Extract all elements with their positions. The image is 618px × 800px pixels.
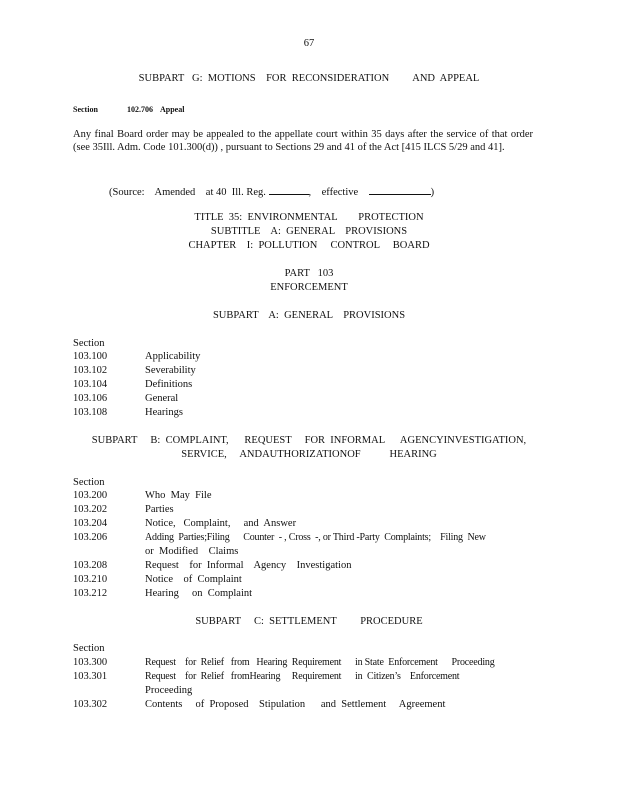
toc-number: 103.106 (73, 393, 108, 404)
subpart-a-heading: SUBPART A: GENERAL PROVISIONS (212, 310, 406, 321)
toc-title: Notice, Complaint, and Answer (145, 518, 297, 529)
toc-title: Who May File (145, 490, 212, 501)
section-label: Section (73, 105, 98, 114)
source-note-middle: , effective (308, 187, 359, 198)
blank-line (269, 185, 309, 195)
toc-number: 103.204 (73, 518, 108, 529)
toc-number: 103.302 (73, 699, 108, 710)
toc-number: 103.102 (73, 365, 108, 376)
toc-title: Contents of Proposed Stipulation and Settlement Agreement (145, 699, 446, 710)
toc-title: Hearing on Complaint (145, 588, 253, 599)
toc-title: Hearings (145, 407, 183, 418)
section-number: 102.706 (127, 105, 153, 114)
toc-title: Request for Relief fromHearing Requirement in Citizen’s Enforcement (145, 671, 460, 682)
toc-title: Adding Parties;Filing Counter - , Cross -, or Third -Party Complaints; Filing New (145, 532, 486, 543)
toc-number: 103.100 (73, 351, 108, 362)
toc-title: Parties (145, 504, 174, 515)
title-line: TITLE 35: ENVIRONMENTAL PROTECTION (194, 212, 424, 223)
toc-title: Definitions (145, 379, 193, 390)
page-number: 67 (303, 38, 315, 49)
toc-number: 103.104 (73, 379, 108, 390)
toc-number: 103.200 (73, 490, 108, 501)
section-title: Appeal (160, 105, 185, 114)
toc-title: General (145, 393, 179, 404)
part-line: PART 103 (284, 268, 334, 279)
toc-title: Applicability (145, 351, 201, 362)
toc-number: 103.301 (73, 671, 108, 682)
section-label: Section (73, 477, 105, 488)
source-note-suffix: ) (430, 187, 435, 198)
toc-number: 103.108 (73, 407, 108, 418)
section-label: Section (73, 338, 105, 349)
toc-title: Request for Relief from Hearing Requirement in State Enforcement Proceeding (145, 657, 495, 668)
source-note (109, 185, 434, 199)
toc-number: 103.202 (73, 504, 108, 515)
source-note-prefix: (Source: Amended at 40 Ill. Reg. (109, 187, 266, 198)
subpart-c-heading: SUBPART C: SETTLEMENT PROCEDURE (195, 616, 423, 627)
subpart-g-heading: SUBPART G: MOTIONS FOR RECONSIDERATION AND APPEAL (138, 73, 480, 84)
part-name: ENFORCEMENT (270, 282, 348, 293)
toc-title-continued: or Modified Claims (145, 546, 239, 557)
section-label: Section (73, 643, 105, 654)
toc-title-continued: Proceeding (145, 685, 193, 696)
toc-title: Notice of Complaint (145, 574, 242, 585)
subpart-b-heading: SUBPART B: COMPLAINT, REQUEST FOR INFORMAL AGENCYINVESTIGATION, (91, 435, 527, 446)
appeal-paragraph: Any final Board order may be appealed to the appellate court within 35 days after the service of that order (see 35Ill. Adm. Code 101.300(d)) , pursuant to Sections 29 and 41 of the Act [415 ILCS 5/29 and 41]. (73, 129, 533, 153)
subpart-b-heading-2: SERVICE, ANDAUTHORIZATIONOF HEARING (181, 449, 437, 460)
toc-number: 103.210 (73, 574, 108, 585)
toc-number: 103.300 (73, 657, 108, 668)
blank-line (369, 185, 431, 195)
toc-title: Request for Informal Agency Investigation (145, 560, 352, 571)
toc-number: 103.212 (73, 588, 108, 599)
chapter-line: CHAPTER I: POLLUTION CONTROL BOARD (188, 240, 430, 251)
toc-title: Severability (145, 365, 196, 376)
toc-number: 103.206 (73, 532, 108, 543)
toc-number: 103.208 (73, 560, 108, 571)
subtitle-line: SUBTITLE A: GENERAL PROVISIONS (210, 226, 408, 237)
